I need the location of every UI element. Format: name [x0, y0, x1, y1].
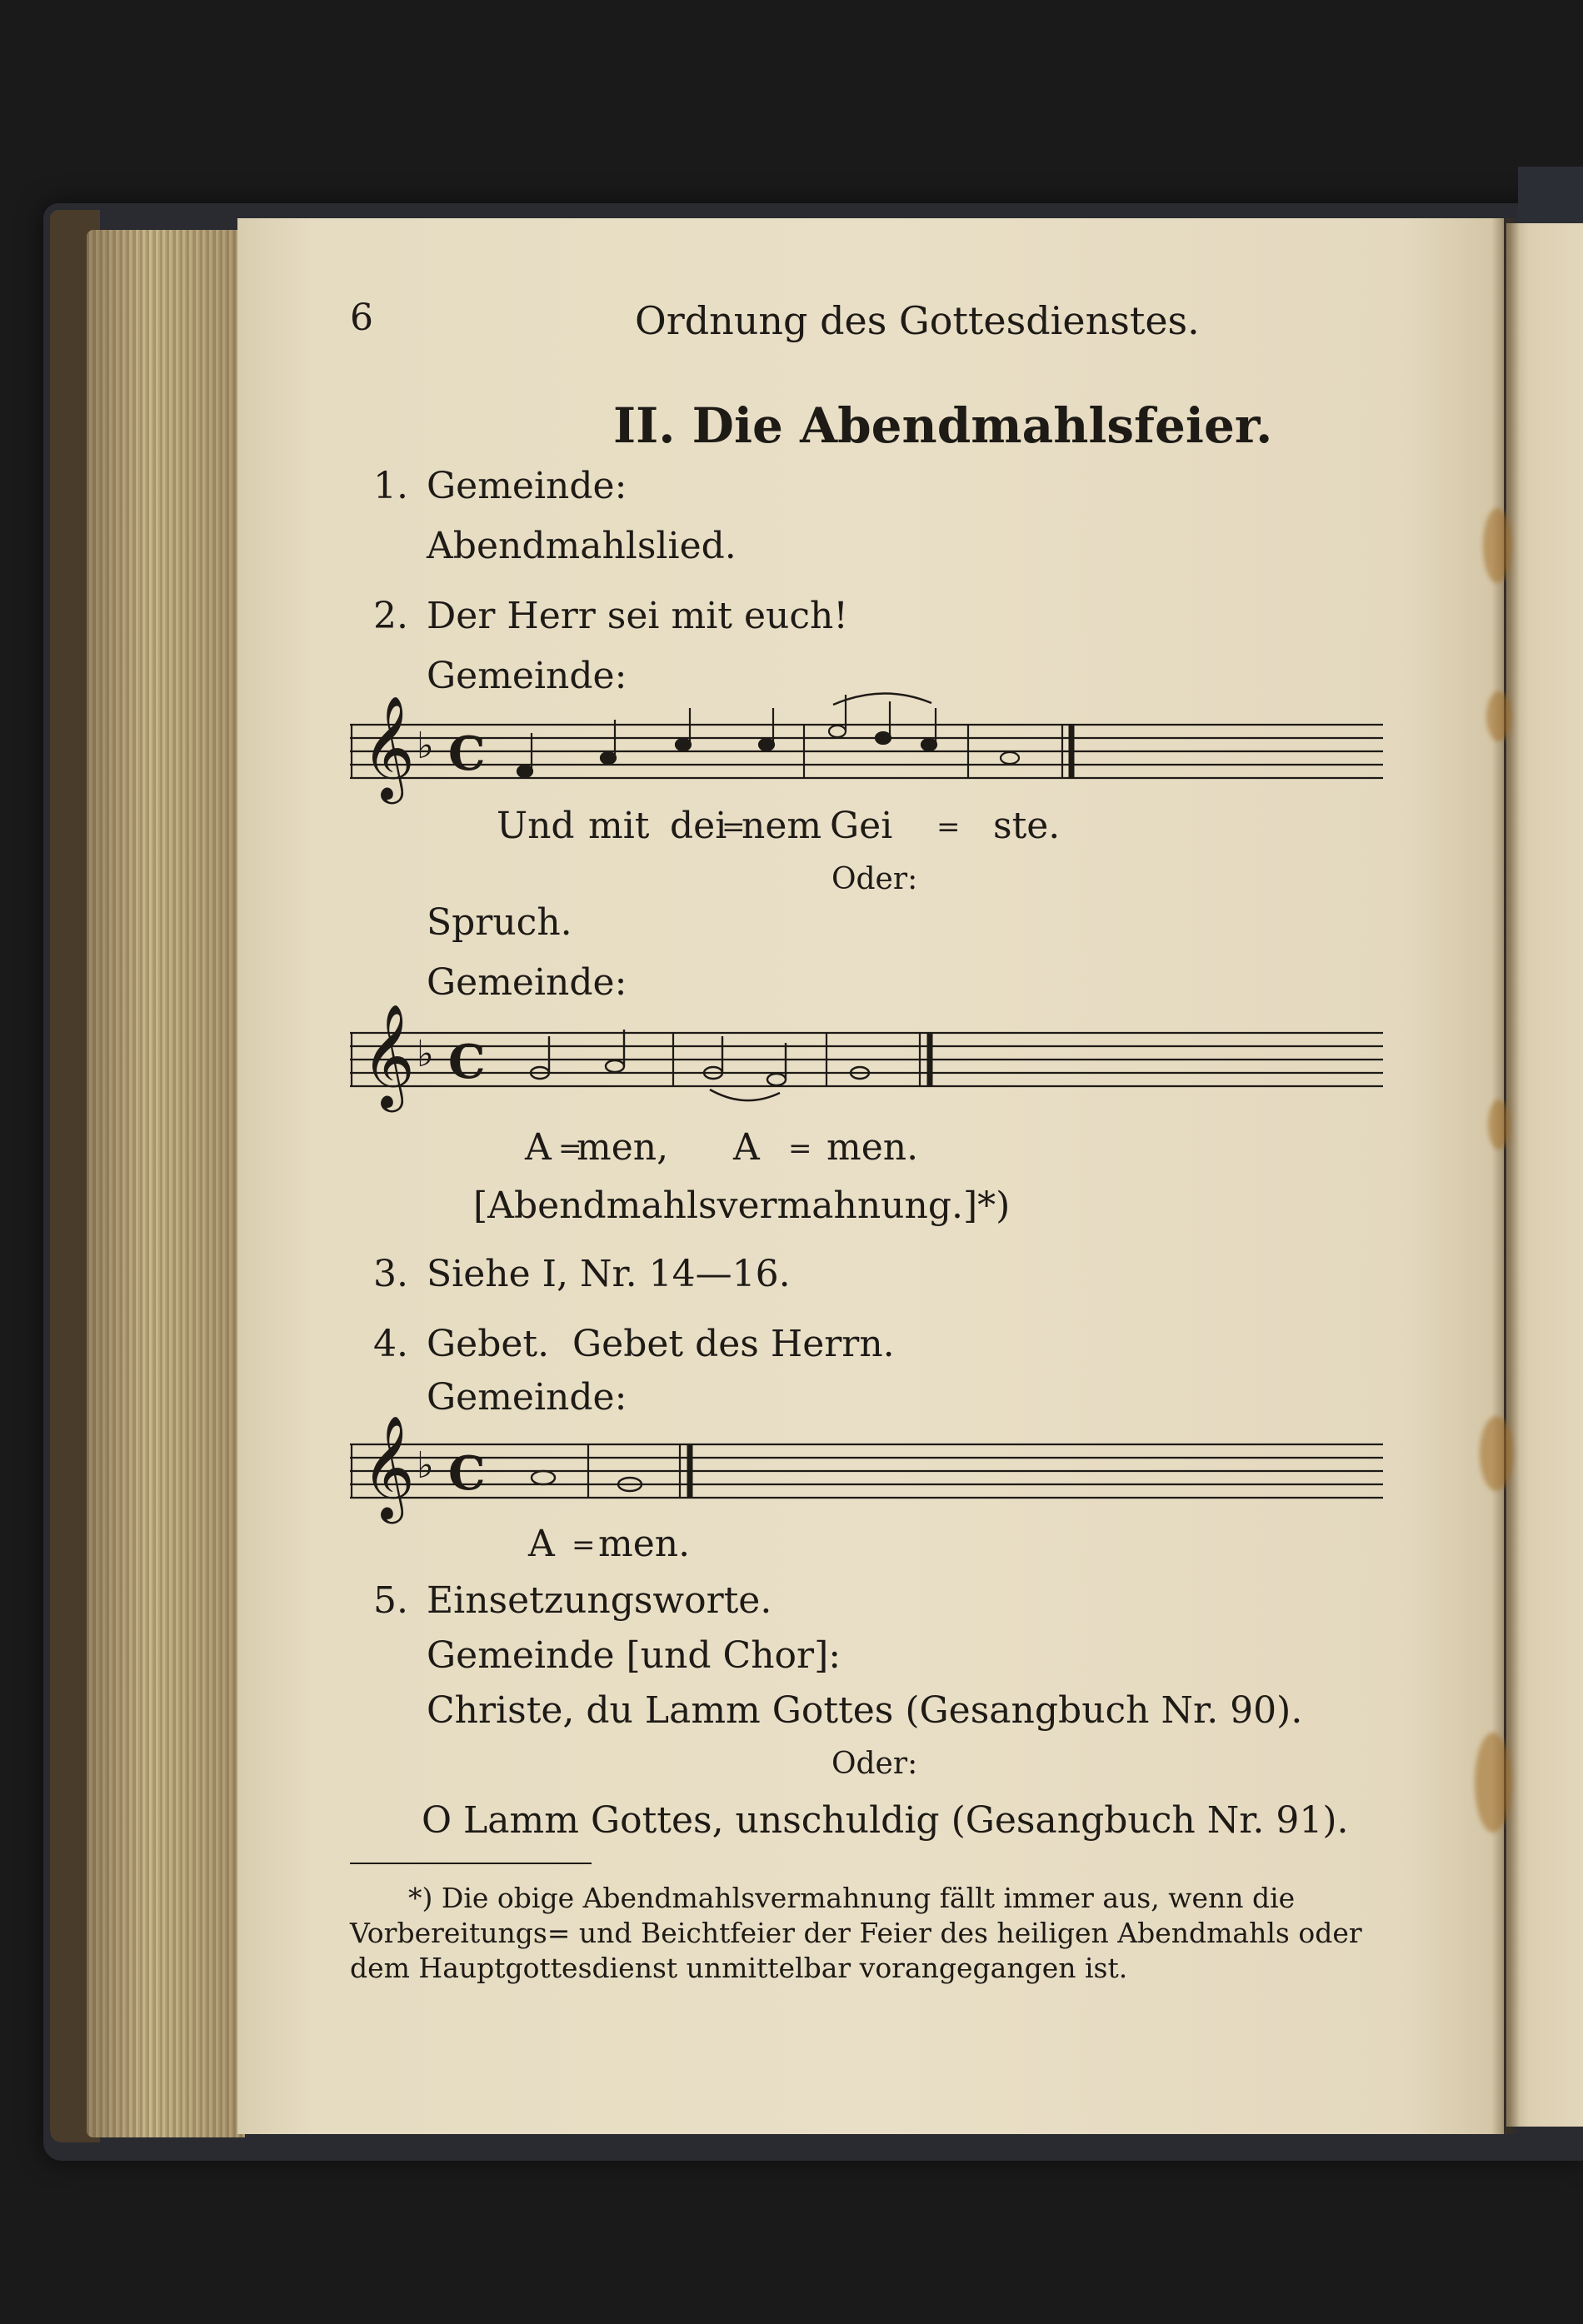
- footnote-rule: [350, 1863, 592, 1864]
- item-number: 3.: [373, 1253, 408, 1295]
- item-subtext: Gemeinde [und Chor]:: [427, 1634, 841, 1677]
- hymn-reference: O Lamm Gottes, unschuldig (Gesangbuch Nr. 91).: [422, 1799, 1349, 1842]
- item-subtext: Gemeinde:: [427, 961, 627, 1004]
- item-text: Gebet. Gebet des Herrn.: [427, 1323, 895, 1365]
- item-subtext: Gemeinde:: [427, 655, 627, 697]
- footnote-line: Vorbereitungs= und Beichtfeier der Feier des heiligen Abendmahls oder: [350, 1917, 1362, 1949]
- footnote-line: *) Die obige Abendmahlsvermahnung fällt immer aus, wenn die: [408, 1882, 1296, 1914]
- common-time-icon: C: [448, 1035, 486, 1090]
- music-staff-1: [350, 696, 1383, 808]
- item-subtext: Spruch.: [427, 901, 572, 944]
- lyric: A: [733, 1126, 760, 1169]
- lyric: men.: [826, 1126, 919, 1169]
- item-number: 5.: [373, 1579, 408, 1622]
- lyric-hyphen: =: [936, 810, 961, 844]
- lyric-hyphen: =: [722, 810, 746, 844]
- lyric: A: [528, 1523, 555, 1565]
- treble-clef-icon: 𝄞: [362, 1004, 415, 1108]
- item-text: Der Herr sei mit euch!: [427, 595, 848, 637]
- music-staff-3: [350, 1415, 1383, 1528]
- lyric: nem: [742, 805, 822, 847]
- lyric: Gei: [830, 805, 893, 847]
- footnote-line: dem Hauptgottesdienst unmittelbar vorangegangen ist.: [350, 1952, 1128, 1984]
- running-head: Ordnung des Gottesdienstes.: [635, 298, 1200, 343]
- stain: [1488, 1100, 1510, 1150]
- lyric: mit: [588, 805, 650, 847]
- bracket-note: [Abendmahlsvermahnung.]*): [473, 1184, 1011, 1227]
- lyric-hyphen: =: [788, 1132, 812, 1165]
- item-text: Gemeinde:: [427, 465, 627, 507]
- lyric: men.: [598, 1523, 691, 1565]
- item-number: 1.: [373, 465, 408, 507]
- flat-icon: ♭: [417, 1033, 434, 1075]
- item-text: Einsetzungsworte.: [427, 1579, 772, 1622]
- section-title: II. Die Abendmahlsfeier.: [613, 397, 1273, 454]
- item-number: 2.: [373, 595, 408, 637]
- common-time-icon: C: [448, 1446, 486, 1501]
- stain: [1475, 1733, 1511, 1833]
- item-number: 4.: [373, 1323, 408, 1365]
- stain: [1483, 508, 1511, 583]
- item-text: Siehe I, Nr. 14—16.: [427, 1253, 791, 1295]
- lyric: ste.: [993, 805, 1061, 847]
- lyric-hyphen: =: [558, 1132, 582, 1165]
- lyric: A: [525, 1126, 552, 1169]
- item-subtext: Abendmahlslied.: [427, 525, 737, 567]
- lyric: Und: [497, 805, 575, 847]
- gutter-shadow: [1491, 218, 1520, 2134]
- item-subtext: Gemeinde:: [427, 1376, 627, 1419]
- page-number: 6: [350, 297, 373, 339]
- lyric: men,: [577, 1126, 669, 1169]
- hymn-reference: Christe, du Lamm Gottes (Gesangbuch Nr. 90).: [427, 1689, 1303, 1732]
- oder-label: Oder:: [831, 1747, 918, 1781]
- stain: [1480, 1416, 1513, 1491]
- stain: [1486, 691, 1511, 741]
- lyric: dei: [670, 805, 727, 847]
- oder-label: Oder:: [831, 862, 918, 896]
- lyric-hyphen: =: [572, 1529, 596, 1562]
- treble-clef-icon: 𝄞: [362, 1415, 415, 1519]
- common-time-icon: C: [448, 726, 486, 781]
- flat-icon: ♭: [417, 725, 434, 767]
- treble-clef-icon: 𝄞: [362, 696, 415, 800]
- music-staff-2: [350, 1004, 1383, 1116]
- flat-icon: ♭: [417, 1444, 434, 1487]
